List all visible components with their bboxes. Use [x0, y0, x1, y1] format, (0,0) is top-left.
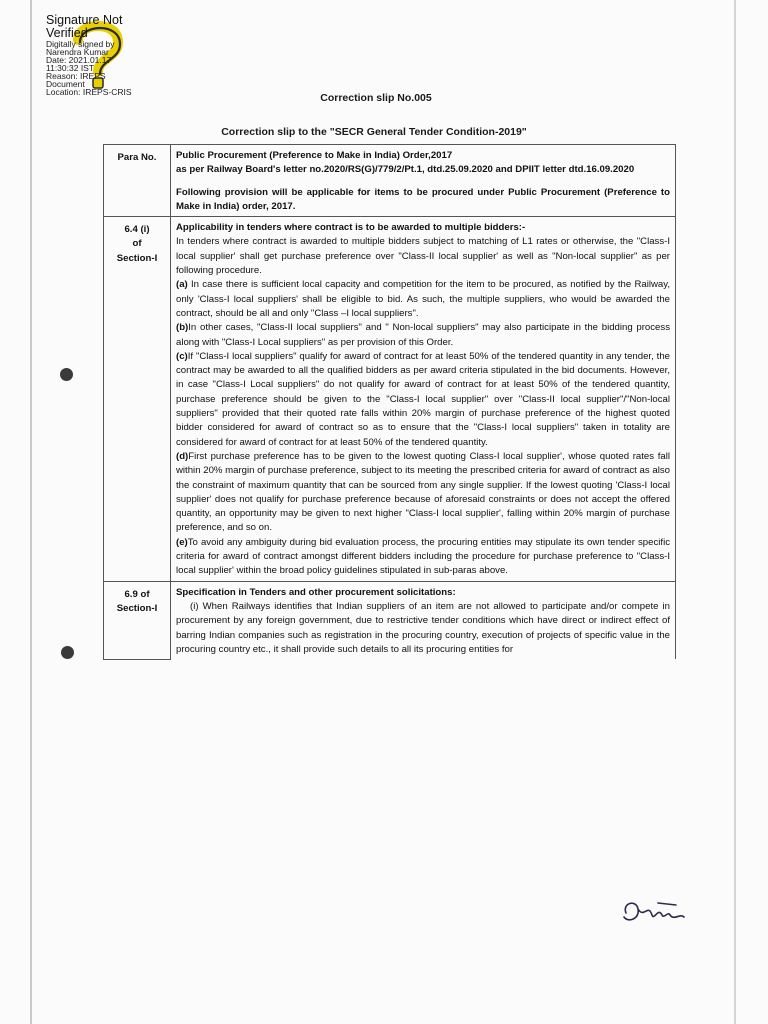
list-item — [176, 278, 670, 321]
signature-line: Reason: IREPS — [46, 71, 106, 81]
signature-line: Document — [46, 79, 85, 89]
signature-line: Narendra Kumar — [46, 47, 109, 57]
para-line: 6.4 (i) — [124, 224, 150, 236]
item-text: If "Class-I local suppliers" qualify for award of contract for at least 50% of the tendered quantity in any tender, the contract may be awarded to all the qualified bidders as per award criteria stipulated in the bid documents. However, in case "Class-I Local suppliers" do not qualify for award of contract for at least 50% of the tendered quantity, purchase preference should be given to the "Class-I local supplier" over "Class-II local supplier"/"Non-local suppliers" provided that their quoted rate falls within 20% margin of purchase preference of the highest quoted bidder considered for award of contract so as to ensure that the "Class-I local suppliers" taken in totality are considered for award of contract for at least 50% of the tendered quantity. — [176, 350, 670, 448]
para-line: 6.9 of — [124, 588, 150, 600]
table-row-header — [104, 145, 676, 217]
punch-hole — [60, 368, 73, 381]
para-line: of — [132, 238, 142, 250]
para-number — [104, 217, 171, 581]
item-text: First purchase preference has to be given to the lowest quoting Class-I local supplier', whose quoted rates fall within 20% margin of purchase preference, subject to its meeting the prescribed criteria for award of contract as also the constraint of maximum quantity that can be sourced from any single supplier. If the lowest quoting 'Class-I local supplier' does not qualify for purchase preference because of aforesaid constraints or does not accept the offered quantity, an opportunity may be given to next higher "Class-I local supplier', falling within 20% margin of purchase preference, and so on. — [176, 450, 670, 534]
item-label: (d) — [176, 450, 189, 462]
signature-line: 11:30:32 IST — [46, 63, 95, 73]
table-row — [104, 217, 676, 581]
para-line: Section-I — [116, 602, 158, 614]
para-content — [171, 217, 676, 581]
item-text: In other cases, "Class-II local suppliers" and " Non-local suppliers" may also participate in the bidding process along with "Class-I Local suppliers" as per provision of this Order. — [176, 322, 670, 348]
signature-line: Date: 2021.01.17 — [46, 55, 112, 65]
signature-line: Location: IREPS-CRIS — [46, 87, 132, 97]
signature-line: Digitally signed by — [46, 39, 115, 49]
list-item — [176, 350, 670, 450]
table-row — [104, 581, 676, 659]
list-item — [176, 321, 670, 350]
item-label: (b) — [176, 322, 189, 334]
section-text: (i) When Railways identifies that Indian suppliers of an item are not allowed to participate and/or compete in procurement by any foreign government, due to restrictive tender conditions which have direct or indirect effect of barring Indian companies such as registration in the procuring country, execution of projects of specific value in the procuring country etc., it shall provide such details to all its procuring entities for — [176, 600, 670, 655]
section-heading: Applicability in tenders where contract is to be awarded to multiple bidders:- — [176, 222, 526, 234]
item-label: (a) — [176, 279, 188, 291]
item-text: To avoid any ambiguity during bid evaluation process, the procuring entities may stipulate its own tender specific criteria for award of contract amongst different bidders including the procedure for purchase preference to "Class-I local supplier' within the broad policy guidelines stipulated in sub-paras above. — [176, 536, 670, 577]
header-provision: Following provision will be applicable for items to be procured under Public Procurement (Preference to Make in India) order, 2017. — [176, 186, 670, 212]
para-content — [171, 581, 676, 659]
document-title: Correction slip No.005 — [320, 92, 432, 104]
punch-hole — [61, 646, 74, 659]
correction-table — [103, 144, 676, 660]
page-edge-right — [734, 0, 736, 1024]
header-reference: as per Railway Board's letter no.2020/RS(G)/779/2/Pt.1, dtd.25.09.2020 and DPIIT letter dtd.16.09.2020 — [176, 164, 635, 176]
section-intro: In tenders where contract is awarded to multiple bidders subject to matching of L1 rates or otherwise, the "Class-I local supplier' shall get purchase preference over "Class-II local supplier' as well as "Non-local supplier" as per following procedure. — [176, 236, 670, 277]
list-item — [176, 450, 670, 536]
para-no-header: Para No. — [104, 145, 171, 217]
item-label: (c) — [176, 350, 188, 362]
header-order-title: Public Procurement (Preference to Make in India) Order,2017 — [176, 150, 453, 161]
header-content — [171, 145, 676, 217]
handwritten-initials — [618, 893, 698, 933]
para-number — [104, 581, 171, 659]
digital-signature-block — [46, 14, 156, 96]
document-subtitle: Correction slip to the "SECR General Tender Condition-2019" — [221, 126, 527, 138]
item-text: In case there is sufficient local capacity and competition for the item to be procured, as notified by the Railway, only 'Class-I local suppliers' shall be eligible to bid. As such, the multiple suppliers, who would be awarded the contract, should be all and only "Class –I local suppliers". — [176, 279, 670, 319]
signature-heading: Signature Not Verified — [46, 13, 123, 40]
list-item — [176, 536, 670, 579]
page-edge-left — [30, 0, 32, 1024]
para-line: Section-I — [116, 252, 158, 264]
section-heading: Specification in Tenders and other procurement solicitations: — [176, 586, 456, 598]
item-label: (e) — [176, 536, 188, 548]
